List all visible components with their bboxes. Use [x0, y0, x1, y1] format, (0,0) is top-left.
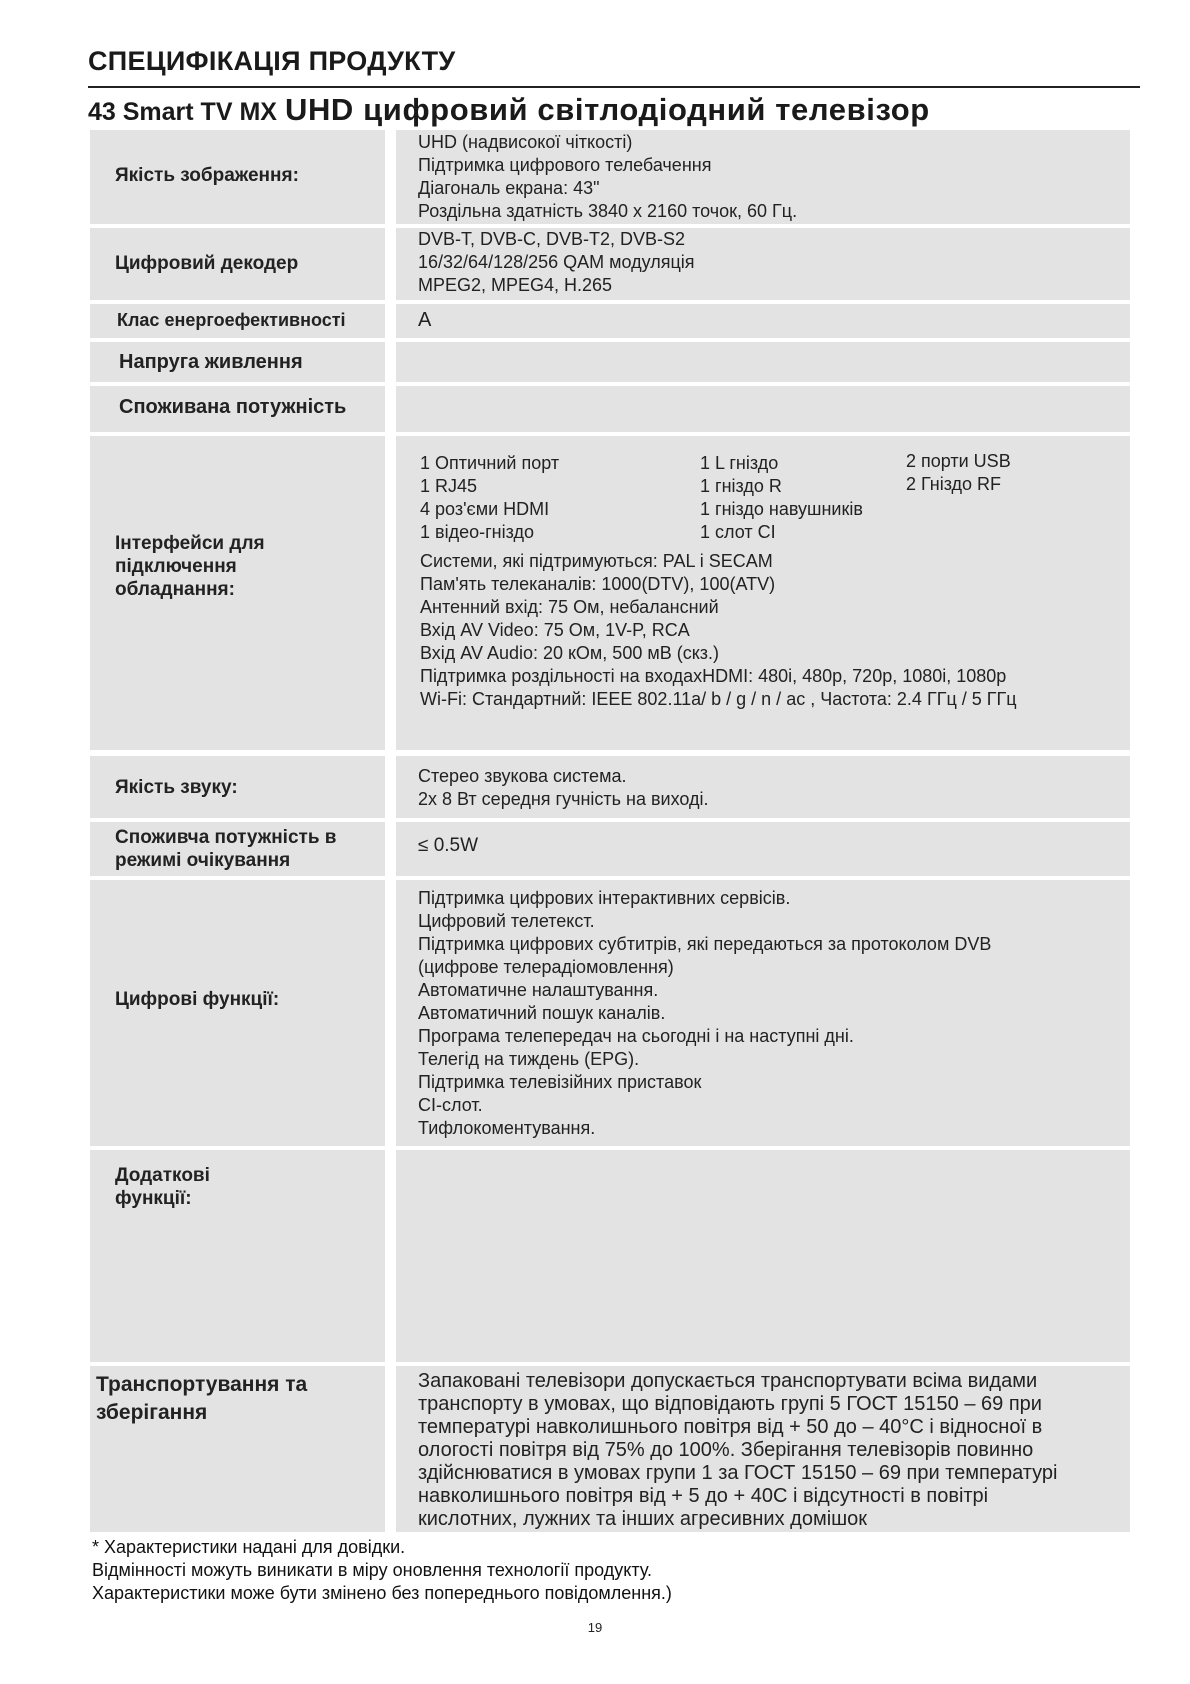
spec-value-cell — [396, 756, 1130, 818]
spec-label-line: зберігання — [96, 1401, 208, 1424]
spec-row-additional-functions — [90, 1150, 1130, 1362]
spec-label-cell — [90, 822, 385, 876]
spec-line: Підтримка цифрових субтитрів, які передаються за протоколом DVB — [418, 934, 992, 954]
spec-value-cell — [396, 342, 1130, 382]
port-item: 2 порти USB — [906, 451, 1011, 471]
spec-row-picture-quality — [90, 130, 1130, 224]
page-title: СПЕЦИФІКАЦІЯ ПРОДУКТУ — [88, 46, 456, 76]
spec-label — [115, 532, 265, 601]
spec-line: CI-слот. — [418, 1095, 483, 1115]
spec-line: Wi-Fi: Стандартний: IEEE 802.11a/ b / g / n / ac , Частота: 2.4 ГГц / 5 ГГц — [420, 689, 1017, 709]
port-item: 1 слот CI — [700, 522, 776, 542]
port-item: 2 Гніздо RF — [906, 474, 1002, 494]
spec-label-line: обладнання: — [115, 579, 235, 600]
spec-line: Підтримка цифрових інтерактивних сервісів. — [418, 888, 791, 908]
spec-label-cell — [90, 880, 385, 1146]
spec-label-cell — [90, 756, 385, 818]
port-item: 1 RJ45 — [420, 476, 478, 496]
spec-row-power-consumption — [90, 386, 1130, 432]
spec-row-energy-class — [90, 304, 1130, 338]
spec-label: Клас енергоефективності — [117, 310, 346, 330]
spec-label: Споживана потужність — [119, 396, 347, 418]
spec-row-digital-functions — [90, 880, 1130, 1146]
spec-line: температурі навколишнього повітря від + 50 до – 40°C і відносної в — [418, 1416, 1043, 1438]
spec-label-cell — [90, 1366, 385, 1532]
spec-label-line: підключення — [115, 556, 237, 577]
spec-value-cell — [396, 1150, 1130, 1362]
spec-label-cell — [90, 304, 385, 338]
spec-line: Антенний вхід: 75 Ом, небалансний — [420, 597, 719, 617]
spec-label — [115, 826, 336, 872]
spec-line: (цифрове телерадіомовлення) — [418, 957, 674, 977]
spec-value: ≤ 0.5W — [418, 835, 479, 856]
spec-label: Напруга живлення — [119, 351, 303, 373]
spec-line: Підтримка цифрового телебачення — [418, 155, 712, 175]
spec-label-line: Додаткові — [115, 1165, 210, 1186]
spec-line: Роздільна здатність 3840 х 2160 точок, 60 Гц. — [418, 201, 798, 221]
model-name: 43 Smart TV MX — [88, 98, 277, 126]
spec-line: Тифлокоментування. — [418, 1118, 596, 1138]
spec-value — [418, 765, 709, 811]
spec-value-cell — [396, 304, 1130, 338]
spec-line: UHD (надвисокої чіткості) — [418, 132, 633, 152]
footnote-line: * Характеристики надані для довідки. — [92, 1537, 406, 1557]
spec-line: Запаковані телевізори допускається транспортувати всіма видами — [418, 1370, 1038, 1392]
spec-label: Цифрові функції: — [115, 989, 280, 1010]
spec-label-line: Інтерфейси для — [115, 533, 265, 554]
port-item: 4 роз'єми HDMI — [420, 499, 550, 519]
spec-label — [96, 1371, 307, 1427]
page-number: 19 — [587, 1620, 603, 1635]
port-item: 1 L гніздо — [700, 453, 779, 473]
spec-line: 2х 8 Вт середня гучність на виході. — [418, 789, 709, 809]
port-item: 1 гніздо навушників — [700, 499, 863, 519]
spec-label-cell — [90, 386, 385, 432]
spec-label — [115, 1164, 210, 1210]
spec-row-transport-storage — [90, 1366, 1130, 1532]
spec-line: Вхід AV Audio: 20 кОм, 500 мВ (скз.) — [420, 643, 720, 663]
port-item: 1 відео-гніздо — [420, 522, 534, 542]
spec-row-sound-quality — [90, 756, 1130, 818]
spec-value — [418, 131, 797, 223]
spec-line: навколишнього повітря від + 5 до + 40С і відсутності в повітрі — [418, 1485, 989, 1507]
spec-line: 16/32/64/128/256 QAM модуляція — [418, 252, 695, 272]
ports-column-3 — [906, 450, 1011, 496]
spec-value-cell — [396, 130, 1130, 224]
spec-row-supply-voltage — [90, 342, 1130, 382]
spec-row-standby-power — [90, 822, 1130, 876]
spec-label: Якість звуку: — [115, 777, 238, 798]
spec-value — [420, 550, 1017, 711]
spec-value — [418, 1370, 1058, 1531]
ports-column-2 — [700, 452, 863, 544]
spec-label-line: функції: — [115, 1188, 192, 1209]
spec-line: Телегід на тиждень (EPG). — [418, 1049, 640, 1069]
spec-line: здійснюватися в умовах групи 1 за ГОСТ 15150 – 69 при температурі — [418, 1462, 1058, 1484]
spec-line: Системи, які підтримуються: PAL і SECAM — [420, 551, 773, 571]
spec-line: Вхід AV Video: 75 Ом, 1V-P, RCA — [420, 620, 690, 640]
spec-value — [418, 887, 991, 1140]
spec-line: Програма телепередач на сьогодні і на наступні дні. — [418, 1026, 854, 1046]
spec-label: Якість зображення: — [115, 165, 299, 186]
spec-line: Підтримка телевізійних приставок — [418, 1072, 702, 1092]
spec-line: DVB-T, DVB-C, DVB-T2, DVB-S2 — [418, 229, 686, 249]
spec-line: кислотних, лужних та інших агресивних домішок — [418, 1508, 868, 1530]
spec-line: Стерео звукова система. — [418, 766, 627, 786]
spec-label-cell — [90, 228, 385, 300]
port-item: 1 Оптичний порт — [420, 453, 560, 473]
spec-line: Підтримка роздільності на входахHDMI: 480i, 480p, 720p, 1080i, 1080p — [420, 666, 1007, 686]
spec-line: Пам'ять телеканалів: 1000(DTV), 100(ATV) — [420, 574, 776, 594]
footnote-line: Характеристики може бути змінено без попереднього повідомлення.) — [92, 1583, 672, 1603]
spec-row-interfaces — [90, 436, 1130, 750]
spec-line: транспорту в умовах, що відповідають групі 5 ГОСТ 15150 – 69 при — [418, 1393, 1042, 1415]
spec-line: Автоматичний пошук каналів. — [418, 1003, 666, 1023]
title-divider — [88, 86, 1140, 88]
spec-value-cell — [396, 822, 1130, 876]
spec-value: A — [418, 309, 432, 331]
spec-label-line: режимі очікування — [115, 850, 291, 871]
spec-value-cell — [396, 1366, 1130, 1532]
footnote-line: Відмінності можуть виникати в міру оновлення технології продукту. — [92, 1560, 652, 1580]
spec-line: Цифровий телетекст. — [418, 911, 595, 931]
spec-label-cell — [90, 342, 385, 382]
footnotes — [92, 1536, 672, 1605]
spec-value-cell — [396, 436, 1130, 750]
spec-value-cell — [396, 880, 1130, 1146]
spec-line: Автоматичне налаштування. — [418, 980, 659, 1000]
spec-value-cell — [396, 386, 1130, 432]
spec-value-cell — [396, 228, 1130, 300]
product-description: UHD цифровий світлодіодний телевізор — [284, 92, 930, 127]
spec-line: ологості повітря від 75% до 100%. Зберігання телевізорів повинно — [418, 1439, 1034, 1461]
spec-label-cell — [90, 1150, 385, 1362]
spec-value — [418, 228, 695, 297]
spec-label-cell — [90, 130, 385, 224]
spec-row-digital-decoder — [90, 228, 1130, 300]
spec-line: MPEG2, MPEG4, H.265 — [418, 275, 613, 295]
ports-column-1 — [420, 452, 559, 544]
spec-label-line: Транспортування та — [96, 1373, 308, 1396]
spec-label-line: Споживча потужність в — [115, 827, 337, 848]
spec-label: Цифровий декодер — [115, 253, 299, 274]
product-subtitle — [88, 92, 930, 128]
spec-line: Діагональ екрана: 43" — [418, 178, 600, 198]
spec-label-cell — [90, 436, 385, 750]
port-item: 1 гніздо R — [700, 476, 782, 496]
